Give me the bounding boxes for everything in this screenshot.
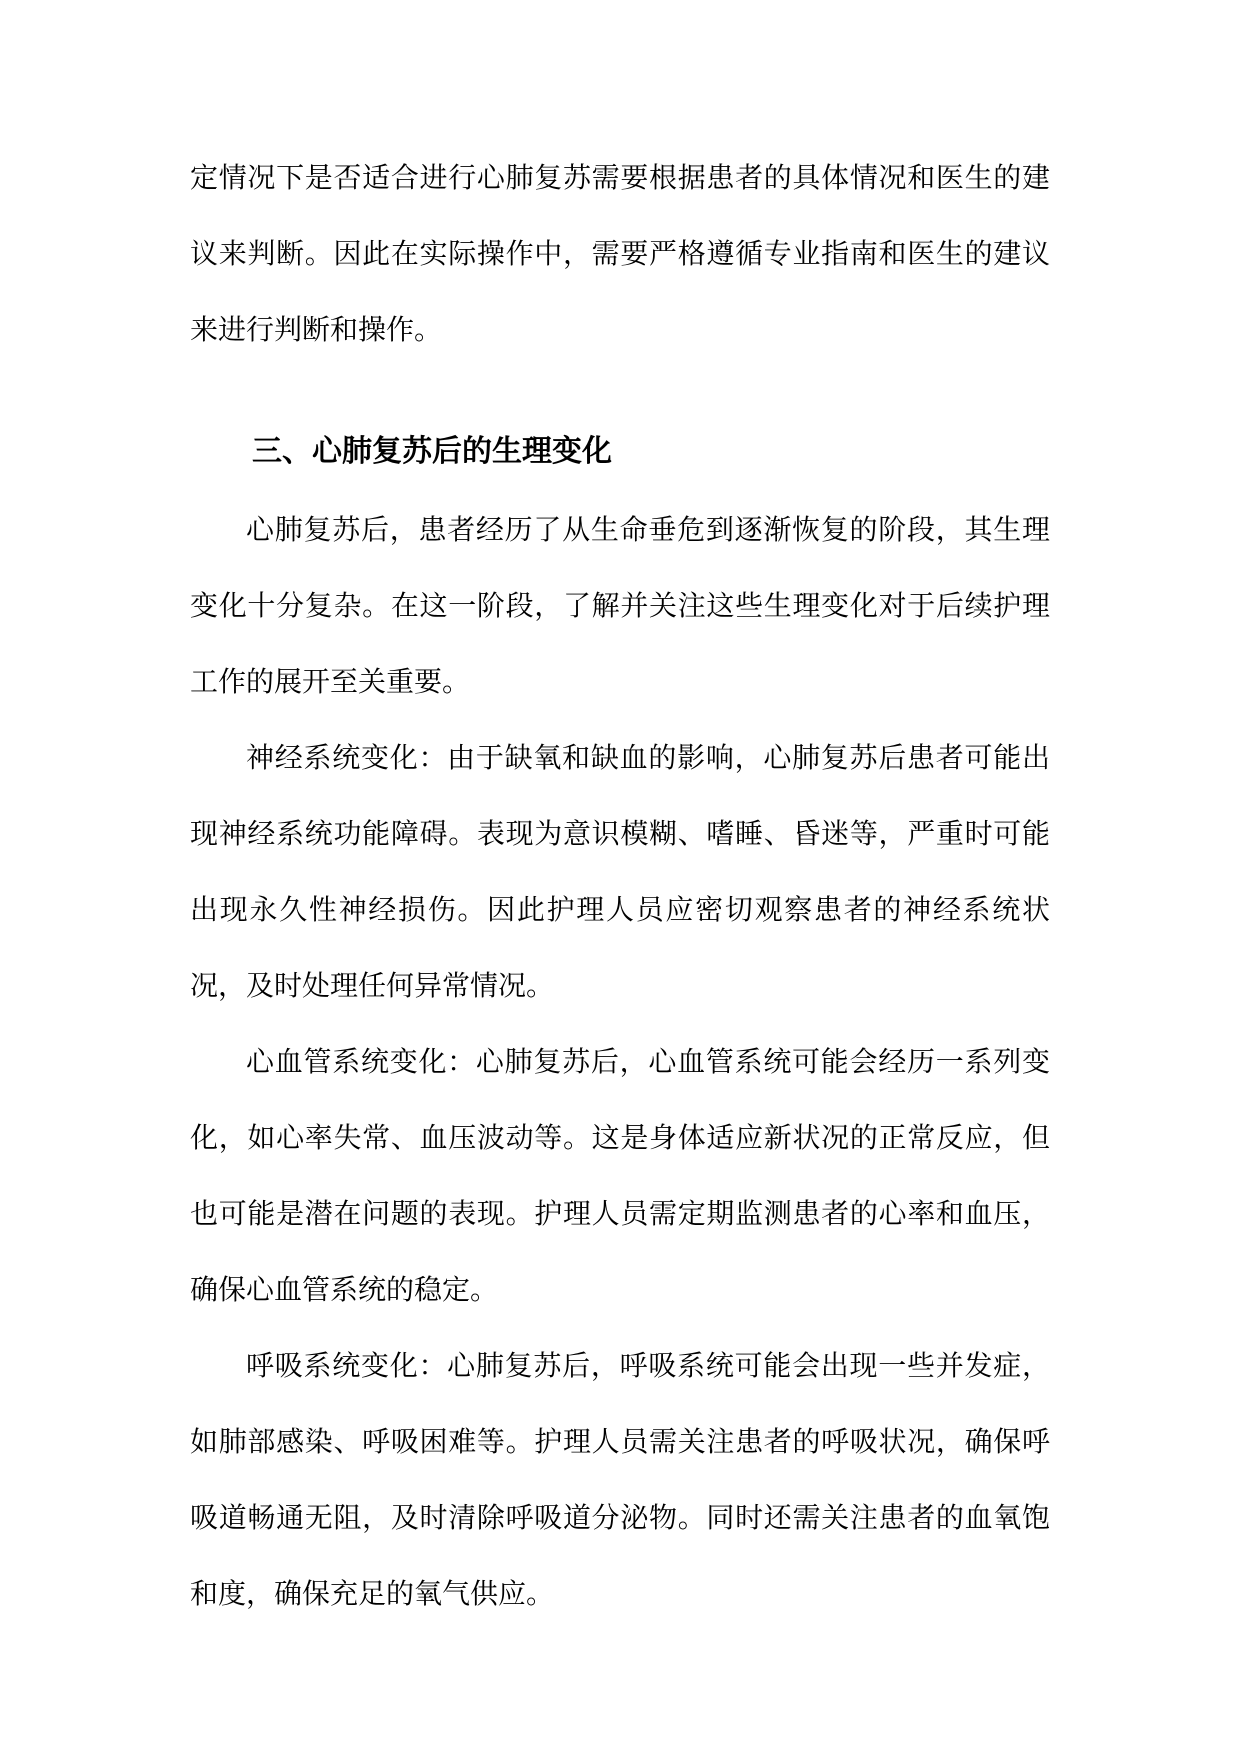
paragraph-cardiovascular-system: 心血管系统变化：心肺复苏后，心血管系统可能会经历一系列变化，如心率失常、血压波动等。这是身体适应新状况的正常反应，但也可能是潜在问题的表现。护理人员需定期监测患者的心率和血压，确保心血管系统的稳定。: [190, 1045, 1050, 1306]
section-heading: 三、心肺复苏后的生理变化: [252, 434, 612, 469]
paragraph-overview: 心肺复苏后，患者经历了从生命垂危到逐渐恢复的阶段，其生理变化十分复杂。在这一阶段，了解并关注这些生理变化对于后续护理工作的展开至关重要。: [190, 513, 1050, 698]
document-body: [190, 140, 1050, 1632]
paragraph-respiratory-system: 呼吸系统变化：心肺复苏后，呼吸系统可能会出现一些并发症，如肺部感染、呼吸困难等。护理人员需关注患者的呼吸状况，确保呼吸道畅通无阻，及时清除呼吸道分泌物。同时还需关注患者的血氧饱和度，确保充足的氧气供应。: [190, 1349, 1050, 1610]
paragraph-nervous-system: 神经系统变化：由于缺氧和缺血的影响，心肺复苏后患者可能出现神经系统功能障碍。表现为意识模糊、嗜睡、昏迷等，严重时可能出现永久性神经损伤。因此护理人员应密切观察患者的神经系统状况，及时处理任何异常情况。: [190, 741, 1050, 1002]
intro-paragraph: 定情况下是否适合进行心肺复苏需要根据患者的具体情况和医生的建议来判断。因此在实际操作中，需要严格遵循专业指南和医生的建议来进行判断和操作。: [190, 161, 1050, 346]
